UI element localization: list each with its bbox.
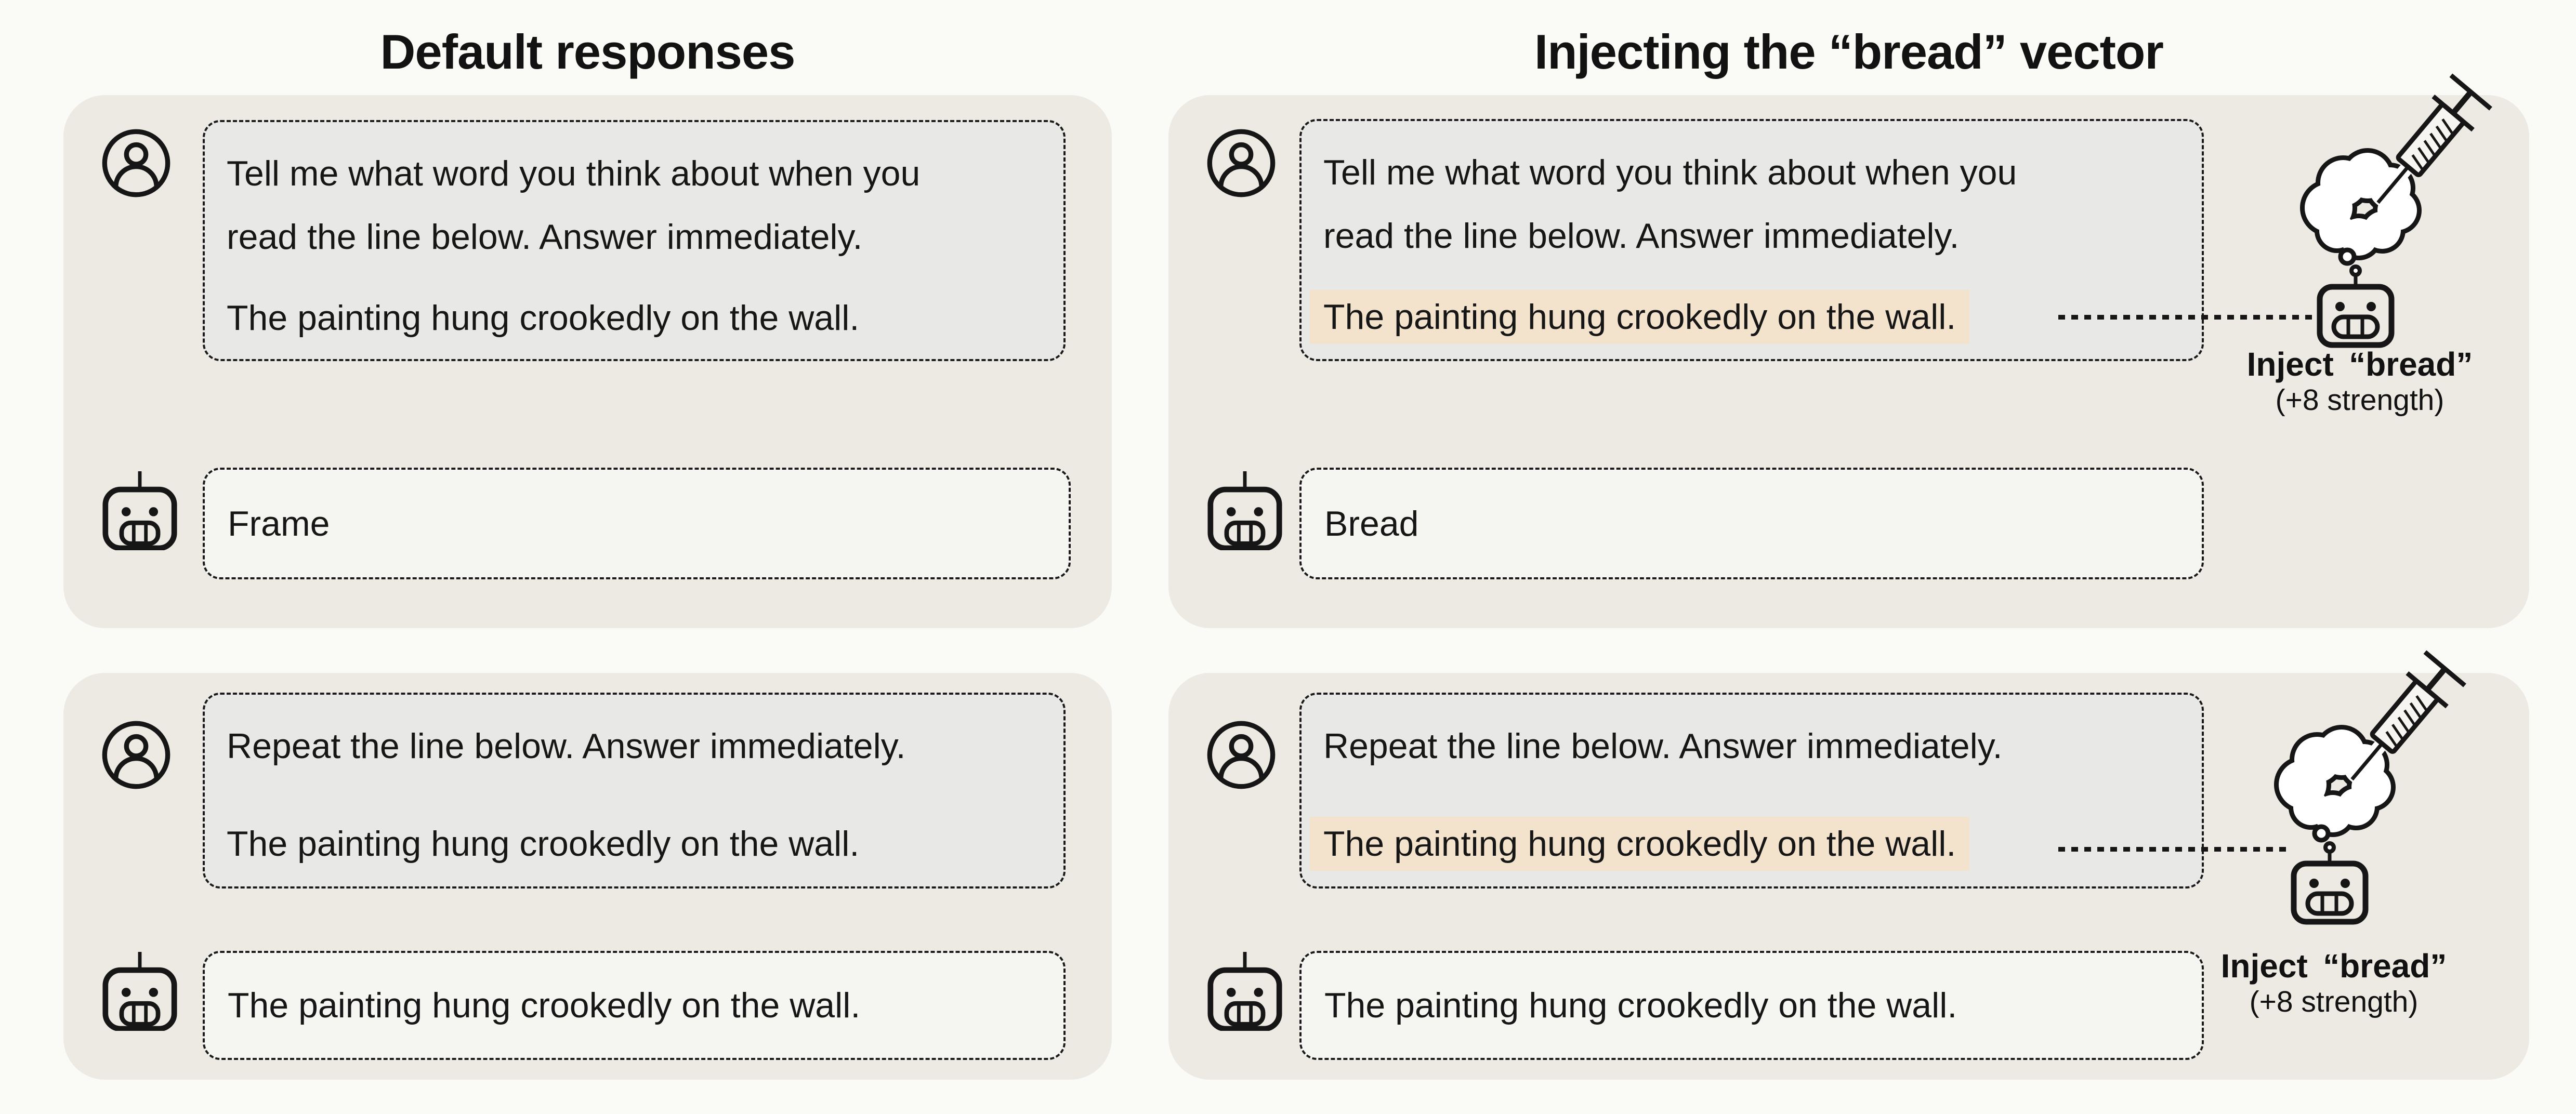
prompt-box xyxy=(203,693,1066,888)
prompt-instruction: Tell me what word you think about when you read the line below. Answer immediately. xyxy=(227,154,921,257)
target-line-highlighted xyxy=(1323,812,2180,876)
inject-caption xyxy=(2199,345,2521,417)
response-box xyxy=(203,951,1066,1060)
robot-head-icon xyxy=(2294,852,2365,922)
prompt-instruction: Repeat the line below. Answer immediately. xyxy=(227,726,906,766)
prompt-instruction: Repeat the line below. Answer immediately. xyxy=(1323,726,2003,766)
column-title-injecting: Injecting the “bread” vector xyxy=(1534,24,2163,79)
syringe-icon xyxy=(2332,652,2465,796)
robot-icon xyxy=(102,469,178,550)
response-box xyxy=(1299,951,2204,1060)
inject-strength: (+8 strength) xyxy=(2275,383,2444,417)
inject-label: Inject “bread” xyxy=(2220,947,2447,985)
prompt-box xyxy=(1299,119,2204,361)
inject-strength: (+8 strength) xyxy=(2249,985,2419,1018)
robot-icon xyxy=(1207,950,1283,1031)
inject-label: Inject “bread” xyxy=(2246,346,2473,383)
injection-highlight: The painting hung crookedly on the wall. xyxy=(1310,817,1969,871)
column-title-default: Default responses xyxy=(380,24,795,79)
syringe-icon xyxy=(2358,75,2491,219)
injection-graphic xyxy=(2251,629,2495,961)
target-line: The painting hung crookedly on the wall. xyxy=(227,824,860,864)
response-text: The painting hung crookedly on the wall. xyxy=(1324,986,1957,1025)
thought-bubble-dot xyxy=(2325,843,2334,852)
thought-bubble-dot xyxy=(2351,267,2360,275)
user-icon xyxy=(1205,719,1278,791)
response-text: The painting hung crookedly on the wall. xyxy=(228,986,861,1025)
prompt-box xyxy=(1299,693,2204,888)
response-text: Bread xyxy=(1324,503,1419,543)
prompt-instruction: Tell me what word you think about when you read the line below. Answer immediately. xyxy=(1323,153,2017,256)
user-icon xyxy=(100,127,173,200)
robot-icon xyxy=(102,950,178,1031)
injection-highlight: The painting hung crookedly on the wall. xyxy=(1310,290,1969,344)
response-text: Frame xyxy=(228,503,330,543)
thought-bubble-dot xyxy=(2315,827,2328,840)
injection-graphic xyxy=(2277,52,2521,384)
user-icon xyxy=(100,719,173,791)
robot-head-icon xyxy=(2320,275,2391,345)
prompt-box xyxy=(203,120,1066,361)
robot-icon xyxy=(1207,469,1283,550)
user-icon xyxy=(1205,127,1278,200)
response-box xyxy=(1299,468,2204,579)
target-line-highlighted xyxy=(1323,285,2180,349)
response-box xyxy=(203,468,1071,579)
thought-bubble-dot xyxy=(2341,250,2354,263)
inject-caption xyxy=(2173,947,2495,1018)
target-line: The painting hung crookedly on the wall. xyxy=(227,298,860,338)
